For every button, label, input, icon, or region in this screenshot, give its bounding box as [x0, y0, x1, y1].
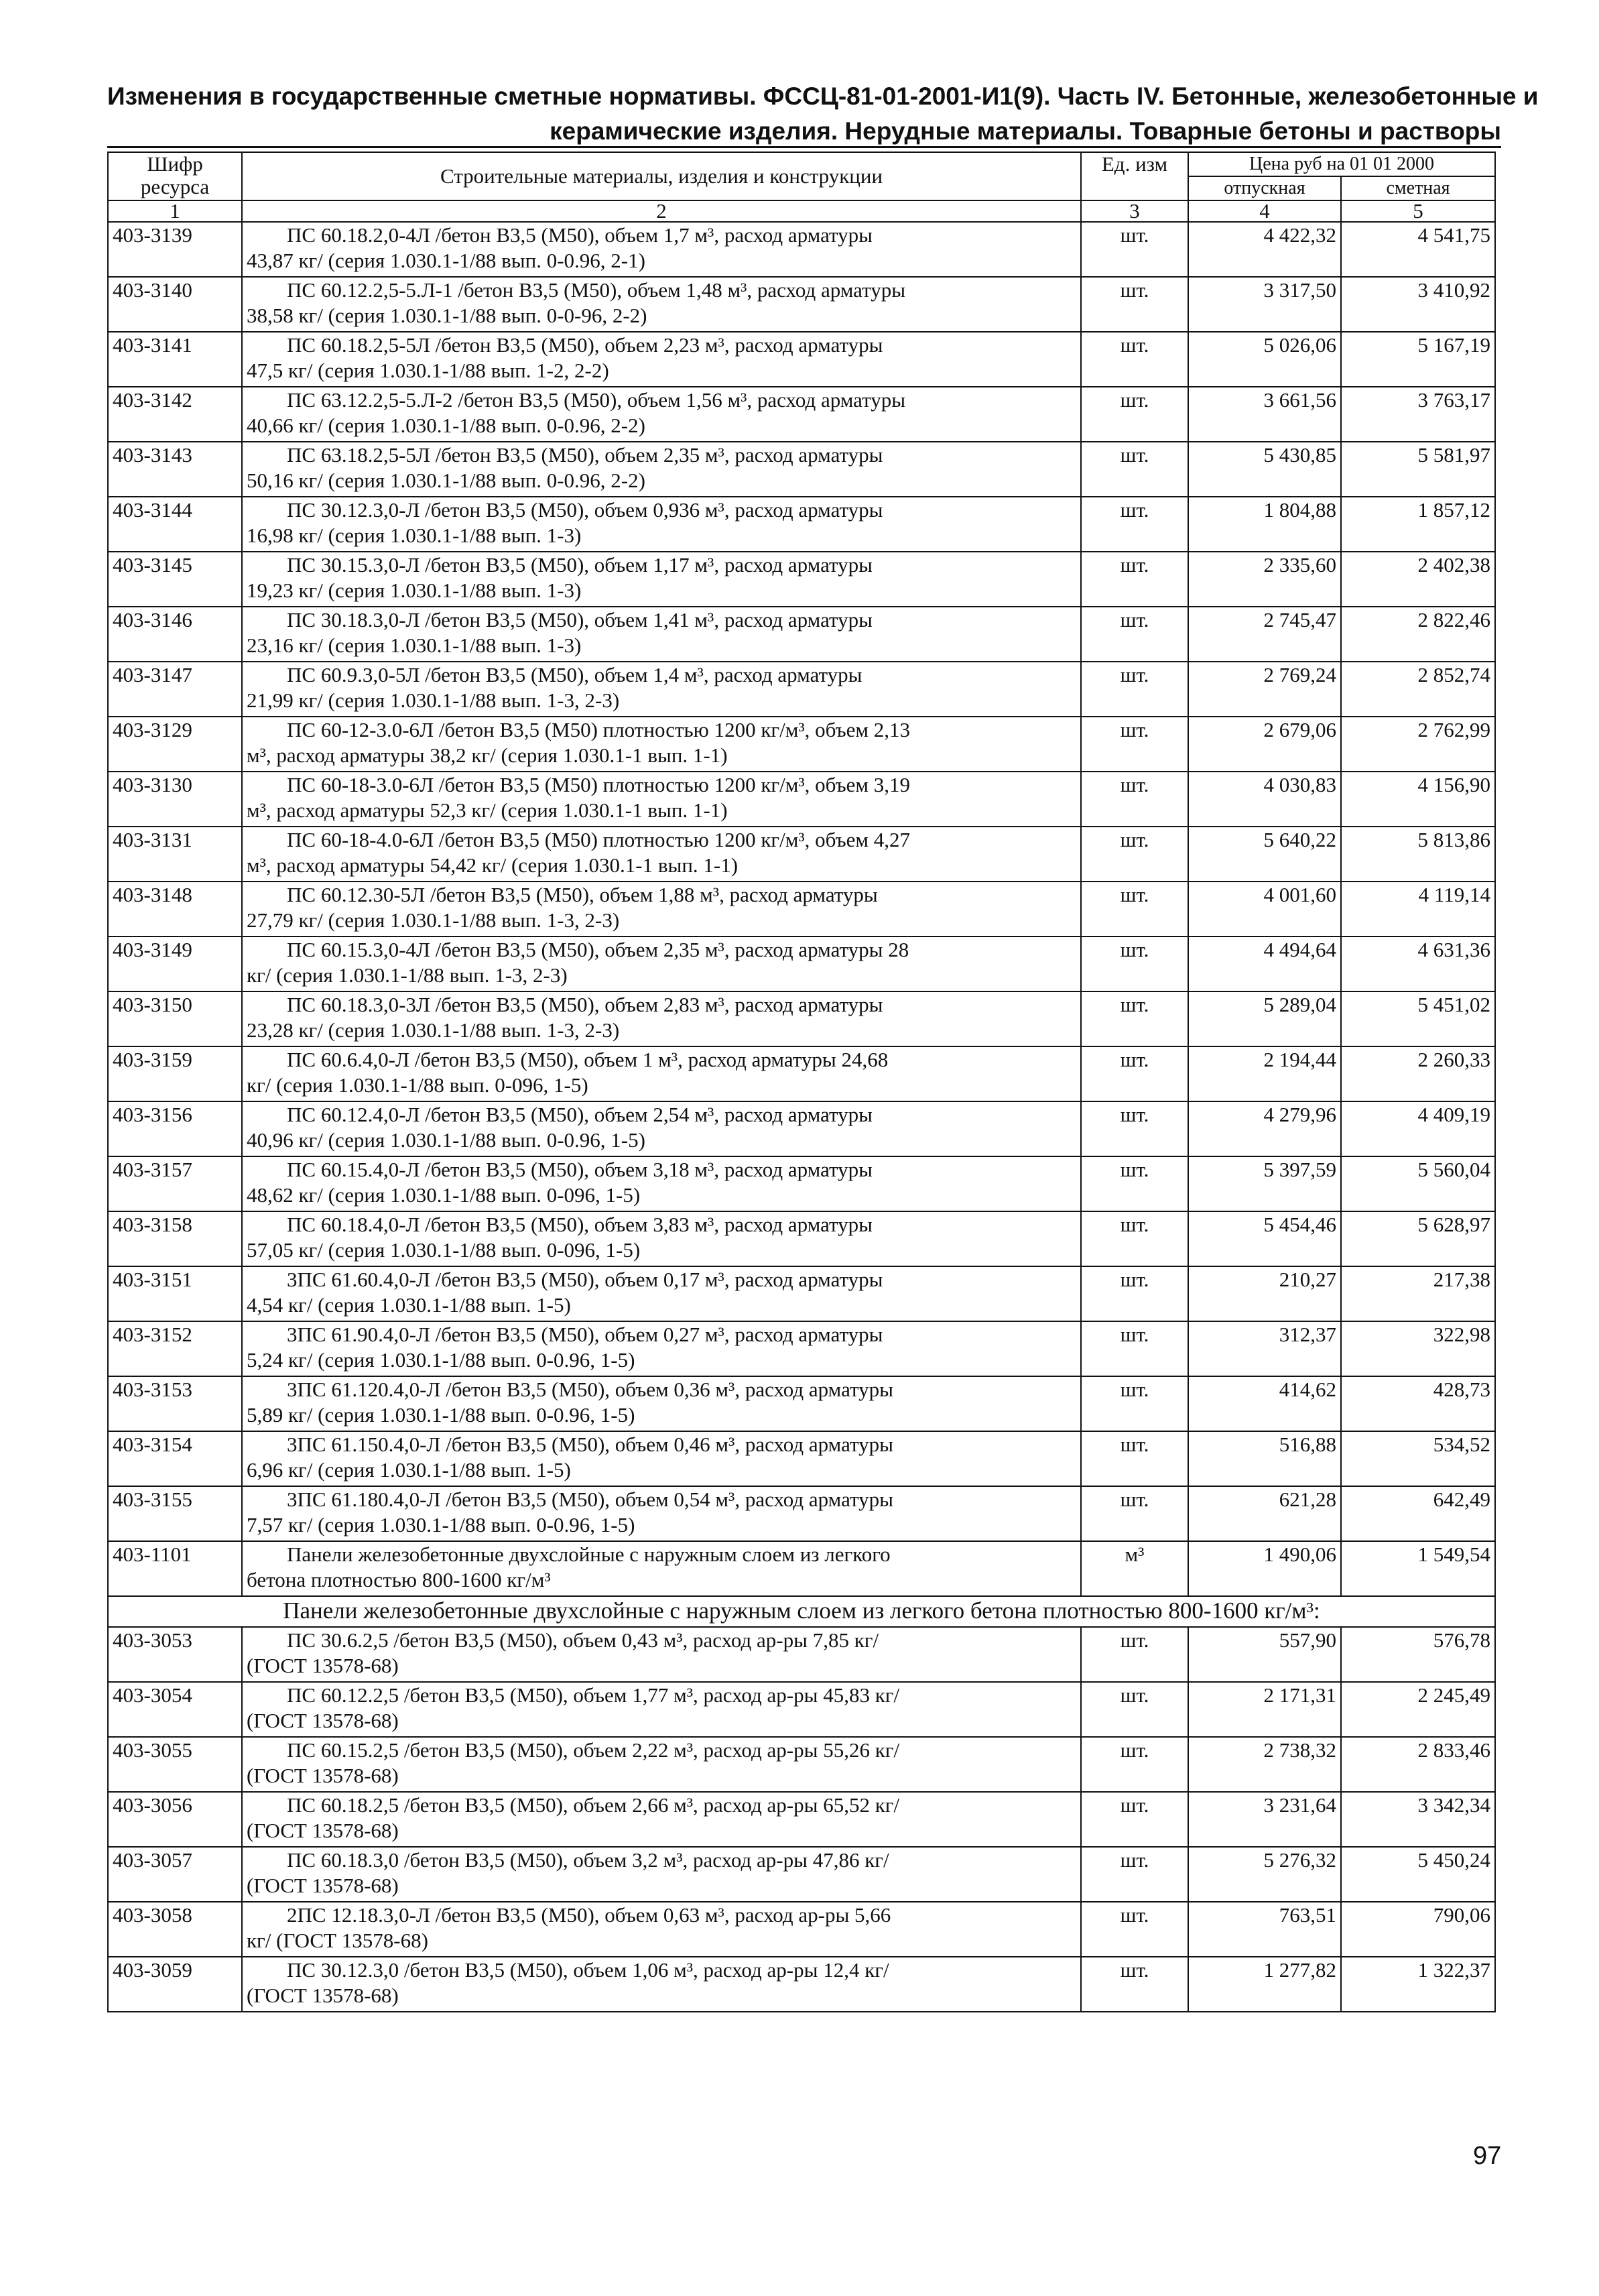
estimate-price: 217,38	[1341, 1266, 1495, 1321]
unit-of-measure: шт.	[1081, 332, 1188, 387]
table-row	[108, 552, 1495, 607]
resource-code: 403-3142	[108, 387, 242, 442]
resource-code: 403-3159	[108, 1046, 242, 1101]
unit-of-measure: шт.	[1081, 1321, 1188, 1376]
release-price: 2 335,60	[1188, 552, 1341, 607]
unit-of-measure: шт.	[1081, 1486, 1188, 1541]
table-row	[108, 1431, 1495, 1486]
release-price: 414,62	[1188, 1376, 1341, 1431]
resource-description	[242, 1321, 1081, 1376]
table-row	[108, 1682, 1495, 1737]
table-row	[108, 277, 1495, 332]
table-row	[108, 1101, 1495, 1156]
table-row	[108, 1902, 1495, 1957]
description-line-1: ПС 30.18.3,0-Л /бетон В3,5 (М50), объем 1,41 м³, расход арматуры	[287, 608, 873, 631]
resource-code: 403-3058	[108, 1902, 242, 1957]
estimate-price: 4 156,90	[1341, 772, 1495, 827]
description-line-1: ПС 63.12.2,5-5.Л-2 /бетон В3,5 (М50), объем 1,56 м³, расход арматуры	[287, 388, 906, 412]
description-line-1: ПС 60.12.2,5 /бетон В3,5 (М50), объем 1,77 м³, расход ар-ры 45,83 кг/	[287, 1683, 900, 1707]
description-line-2: 6,96 кг/ (серия 1.030.1-1/88 вып. 1-5)	[247, 1458, 571, 1482]
resource-code: 403-3149	[108, 936, 242, 991]
release-price: 312,37	[1188, 1321, 1341, 1376]
description-line-1: Панели железобетонные двухслойные с наружным слоем из легкого	[287, 1543, 891, 1566]
description-line-1: ПС 60.18.2,5 /бетон В3,5 (М50), объем 2,66 м³, расход ар-ры 65,52 кг/	[287, 1793, 900, 1817]
resource-description	[242, 1101, 1081, 1156]
resource-description	[242, 497, 1081, 552]
description-line-1: ПС 30.12.3,0-Л /бетон В3,5 (М50), объем 0,936 м³, расход арматуры	[287, 498, 883, 522]
resource-code: 403-3145	[108, 552, 242, 607]
resource-description	[242, 1211, 1081, 1266]
table-row	[108, 1266, 1495, 1321]
resource-code: 403-3147	[108, 662, 242, 717]
resource-description	[242, 936, 1081, 991]
resource-description	[242, 882, 1081, 936]
col-code-header: Шифр ресурса	[108, 152, 242, 200]
col-number: 5	[1341, 200, 1495, 222]
description-line-2: м³, расход арматуры 38,2 кг/ (серия 1.030.1-1 вып. 1-1)	[247, 743, 728, 767]
resource-code: 403-3144	[108, 497, 242, 552]
description-line-2: 7,57 кг/ (серия 1.030.1-1/88 вып. 0-0.96, 1-5)	[247, 1513, 635, 1536]
resource-description	[242, 1902, 1081, 1957]
header-rule	[107, 146, 1501, 148]
estimate-price: 642,49	[1341, 1486, 1495, 1541]
unit-of-measure: шт.	[1081, 1737, 1188, 1792]
resource-description	[242, 717, 1081, 772]
estimate-price: 5 450,24	[1341, 1847, 1495, 1902]
resource-description	[242, 1847, 1081, 1902]
table-row	[108, 332, 1495, 387]
header-line-2: керамические изделия. Нерудные материалы. Товарные бетоны и растворы	[550, 117, 1501, 145]
estimate-price: 4 119,14	[1341, 882, 1495, 936]
description-line-1: ПС 60.15.4,0-Л /бетон В3,5 (М50), объем 3,18 м³, расход арматуры	[287, 1158, 873, 1181]
resource-code: 403-3130	[108, 772, 242, 827]
estimate-price: 3 342,34	[1341, 1792, 1495, 1847]
table-row	[108, 1627, 1495, 1682]
estimate-price: 2 245,49	[1341, 1682, 1495, 1737]
col-price-group-header: Цена руб на 01 01 2000	[1188, 152, 1495, 176]
unit-of-measure: шт.	[1081, 1156, 1188, 1211]
estimate-price: 5 167,19	[1341, 332, 1495, 387]
column-number-row	[108, 200, 1495, 222]
unit-of-measure: шт.	[1081, 1957, 1188, 2012]
release-price: 5 430,85	[1188, 442, 1341, 497]
price-table	[107, 152, 1496, 2012]
resource-description	[242, 222, 1081, 277]
col-number: 2	[242, 200, 1081, 222]
release-price: 557,90	[1188, 1627, 1341, 1682]
unit-of-measure: шт.	[1081, 772, 1188, 827]
description-line-2: (ГОСТ 13578-68)	[247, 1874, 399, 1897]
description-line-1: ПС 30.6.2,5 /бетон В3,5 (М50), объем 0,43 м³, расход ар-ры 7,85 кг/	[287, 1628, 879, 1652]
col-price-estimate-header: сметная	[1341, 176, 1495, 200]
release-price: 4 494,64	[1188, 936, 1341, 991]
description-line-2: 19,23 кг/ (серия 1.030.1-1/88 вып. 1-3)	[247, 579, 582, 602]
resource-description	[242, 1156, 1081, 1211]
unit-of-measure: шт.	[1081, 1792, 1188, 1847]
release-price: 5 640,22	[1188, 827, 1341, 882]
resource-description	[242, 1541, 1081, 1596]
description-line-1: ПС 60.12.4,0-Л /бетон В3,5 (М50), объем 2,54 м³, расход арматуры	[287, 1103, 873, 1126]
estimate-price: 4 409,19	[1341, 1101, 1495, 1156]
description-line-1: ПС 60-18-4.0-6Л /бетон В3,5 (М50) плотностью 1200 кг/м³, объем 4,27	[287, 828, 911, 851]
description-line-1: ПС 30.15.3,0-Л /бетон В3,5 (М50), объем 1,17 м³, расход арматуры	[287, 553, 873, 577]
estimate-price: 2 260,33	[1341, 1046, 1495, 1101]
release-price: 516,88	[1188, 1431, 1341, 1486]
resource-description	[242, 1627, 1081, 1682]
resource-code: 403-3155	[108, 1486, 242, 1541]
col-number: 4	[1188, 200, 1341, 222]
description-line-2: бетона плотностью 800-1600 кг/м³	[247, 1568, 551, 1591]
description-line-2: 40,96 кг/ (серия 1.030.1-1/88 вып. 0-0.96, 1-5)	[247, 1128, 645, 1152]
release-price: 3 231,64	[1188, 1792, 1341, 1847]
estimate-price: 5 628,97	[1341, 1211, 1495, 1266]
unit-of-measure: шт.	[1081, 607, 1188, 662]
resource-code: 403-3146	[108, 607, 242, 662]
release-price: 4 030,83	[1188, 772, 1341, 827]
release-price: 4 422,32	[1188, 222, 1341, 277]
description-line-1: 2ПС 12.18.3,0-Л /бетон В3,5 (М50), объем 0,63 м³, расход ар-ры 5,66	[287, 1903, 891, 1927]
resource-description	[242, 442, 1081, 497]
col-number: 3	[1081, 200, 1188, 222]
unit-of-measure: шт.	[1081, 387, 1188, 442]
description-line-2: 21,99 кг/ (серия 1.030.1-1/88 вып. 1-3, 2-3)	[247, 688, 620, 712]
unit-of-measure: шт.	[1081, 1211, 1188, 1266]
description-line-2: (ГОСТ 13578-68)	[247, 1654, 399, 1677]
resource-description	[242, 772, 1081, 827]
unit-of-measure: шт.	[1081, 1431, 1188, 1486]
release-price: 210,27	[1188, 1266, 1341, 1321]
description-line-1: 3ПС 61.60.4,0-Л /бетон В3,5 (М50), объем 0,17 м³, расход арматуры	[287, 1268, 883, 1291]
release-price: 4 279,96	[1188, 1101, 1341, 1156]
release-price: 2 194,44	[1188, 1046, 1341, 1101]
resource-description	[242, 991, 1081, 1046]
resource-description	[242, 1737, 1081, 1792]
unit-of-measure: шт.	[1081, 1046, 1188, 1101]
table-row	[108, 1156, 1495, 1211]
unit-of-measure: шт.	[1081, 1101, 1188, 1156]
resource-code: 403-3156	[108, 1101, 242, 1156]
resource-description	[242, 1682, 1081, 1737]
header-line-1: Изменения в государственные сметные нормативы. ФССЦ-81-01-2001-И1(9). Часть IV. Бетонные, железобетонные и	[107, 82, 1539, 110]
resource-description	[242, 332, 1081, 387]
description-line-1: ПС 60.18.3,0 /бетон В3,5 (М50), объем 3,2 м³, расход ар-ры 47,86 кг/	[287, 1848, 889, 1872]
resource-code: 403-3152	[108, 1321, 242, 1376]
estimate-price: 1 322,37	[1341, 1957, 1495, 2012]
resource-code: 403-1101	[108, 1541, 242, 1596]
unit-of-measure: шт.	[1081, 827, 1188, 882]
release-price: 5 289,04	[1188, 991, 1341, 1046]
description-line-2: кг/ (серия 1.030.1-1/88 вып. 0-096, 1-5)	[247, 1073, 588, 1097]
table-row	[108, 497, 1495, 552]
unit-of-measure: шт.	[1081, 662, 1188, 717]
table-row	[108, 1321, 1495, 1376]
description-line-1: ПС 60.6.4,0-Л /бетон В3,5 (М50), объем 1 м³, расход арматуры 24,68	[287, 1048, 889, 1071]
description-line-2: 23,16 кг/ (серия 1.030.1-1/88 вып. 1-3)	[247, 633, 582, 657]
resource-code: 403-3154	[108, 1431, 242, 1486]
table-row	[108, 387, 1495, 442]
description-line-1: ПС 60.15.2,5 /бетон В3,5 (М50), объем 2,22 м³, расход ар-ры 55,26 кг/	[287, 1738, 900, 1762]
unit-of-measure: шт.	[1081, 552, 1188, 607]
table-row	[108, 662, 1495, 717]
estimate-price: 4 541,75	[1341, 222, 1495, 277]
table-row	[108, 772, 1495, 827]
table-row	[108, 1957, 1495, 2012]
resource-description	[242, 827, 1081, 882]
table-row	[108, 1046, 1495, 1101]
unit-of-measure: шт.	[1081, 1847, 1188, 1902]
release-price: 1 277,82	[1188, 1957, 1341, 2012]
description-line-1: ПС 30.12.3,0 /бетон В3,5 (М50), объем 1,06 м³, расход ар-ры 12,4 кг/	[287, 1958, 889, 1982]
table-row	[108, 1792, 1495, 1847]
table-body	[108, 200, 1495, 2012]
table-row	[108, 1486, 1495, 1541]
release-price: 2 679,06	[1188, 717, 1341, 772]
description-line-1: ПС 60.12.2,5-5.Л-1 /бетон В3,5 (М50), объем 1,48 м³, расход арматуры	[287, 278, 906, 302]
estimate-price: 322,98	[1341, 1321, 1495, 1376]
estimate-price: 2 762,99	[1341, 717, 1495, 772]
unit-of-measure: шт.	[1081, 1902, 1188, 1957]
table-head	[108, 152, 1495, 200]
release-price: 763,51	[1188, 1902, 1341, 1957]
description-line-2: 40,66 кг/ (серия 1.030.1-1/88 вып. 0-0.96, 2-2)	[247, 414, 645, 437]
unit-of-measure: м³	[1081, 1541, 1188, 1596]
col-price-release-header: отпускная	[1188, 176, 1341, 200]
description-line-2: 43,87 кг/ (серия 1.030.1-1/88 вып. 0-0.96, 2-1)	[247, 249, 645, 272]
estimate-price: 1 857,12	[1341, 497, 1495, 552]
estimate-price: 5 560,04	[1341, 1156, 1495, 1211]
estimate-price: 3 410,92	[1341, 277, 1495, 332]
table-row	[108, 1541, 1495, 1596]
estimate-price: 2 822,46	[1341, 607, 1495, 662]
resource-code: 403-3153	[108, 1376, 242, 1431]
description-line-1: 3ПС 61.150.4,0-Л /бетон В3,5 (М50), объем 0,46 м³, расход арматуры	[287, 1433, 894, 1456]
description-line-1: ПС 60.15.3,0-4Л /бетон В3,5 (М50), объем 2,35 м³, расход арматуры 28	[287, 938, 909, 961]
description-line-2: 48,62 кг/ (серия 1.030.1-1/88 вып. 0-096, 1-5)	[247, 1183, 641, 1207]
description-line-2: 47,5 кг/ (серия 1.030.1-1/88 вып. 1-2, 2-2)	[247, 359, 609, 382]
release-price: 2 769,24	[1188, 662, 1341, 717]
description-line-2: 57,05 кг/ (серия 1.030.1-1/88 вып. 0-096, 1-5)	[247, 1238, 641, 1262]
col-unit-header: Ед. изм	[1081, 152, 1188, 200]
col-desc-header: Строительные материалы, изделия и конструкции	[242, 152, 1081, 200]
description-line-1: ПС 60-18-3.0-6Л /бетон В3,5 (М50) плотностью 1200 кг/м³, объем 3,19	[287, 773, 911, 796]
section-row	[108, 1596, 1495, 1627]
description-line-1: ПС 60.9.3,0-5Л /бетон В3,5 (М50), объем 1,4 м³, расход арматуры	[287, 663, 862, 686]
resource-description	[242, 1431, 1081, 1486]
resource-code: 403-3129	[108, 717, 242, 772]
description-line-1: ПС 60.18.4,0-Л /бетон В3,5 (М50), объем 3,83 м³, расход арматуры	[287, 1213, 873, 1236]
resource-code: 403-3057	[108, 1847, 242, 1902]
document-header	[107, 79, 1539, 149]
unit-of-measure: шт.	[1081, 1266, 1188, 1321]
description-line-2: 50,16 кг/ (серия 1.030.1-1/88 вып. 0-0.96, 2-2)	[247, 469, 645, 492]
description-line-2: (ГОСТ 13578-68)	[247, 1819, 399, 1842]
table-row	[108, 882, 1495, 936]
unit-of-measure: шт.	[1081, 717, 1188, 772]
resource-code: 403-3151	[108, 1266, 242, 1321]
table-row	[108, 1847, 1495, 1902]
estimate-price: 2 833,46	[1341, 1737, 1495, 1792]
description-line-2: 16,98 кг/ (серия 1.030.1-1/88 вып. 1-3)	[247, 524, 582, 547]
unit-of-measure: шт.	[1081, 277, 1188, 332]
resource-code: 403-3141	[108, 332, 242, 387]
description-line-2: 5,89 кг/ (серия 1.030.1-1/88 вып. 0-0.96, 1-5)	[247, 1403, 635, 1427]
release-price: 4 001,60	[1188, 882, 1341, 936]
resource-description	[242, 1957, 1081, 2012]
table-row	[108, 607, 1495, 662]
resource-code: 403-3158	[108, 1211, 242, 1266]
resource-code: 403-3140	[108, 277, 242, 332]
description-line-2: м³, расход арматуры 54,42 кг/ (серия 1.030.1-1 вып. 1-1)	[247, 853, 739, 877]
release-price: 3 661,56	[1188, 387, 1341, 442]
estimate-price: 3 763,17	[1341, 387, 1495, 442]
resource-code: 403-3053	[108, 1627, 242, 1682]
release-price: 5 026,06	[1188, 332, 1341, 387]
description-line-2: кг/ (ГОСТ 13578-68)	[247, 1929, 428, 1952]
section-title: Панели железобетонные двухслойные с наружным слоем из легкого бетона плотностью 800-1600 кг/м³:	[108, 1596, 1495, 1627]
description-line-2: (ГОСТ 13578-68)	[247, 1984, 399, 2007]
table-row	[108, 442, 1495, 497]
resource-description	[242, 277, 1081, 332]
release-price: 1 804,88	[1188, 497, 1341, 552]
resource-code: 403-3059	[108, 1957, 242, 2012]
description-line-1: ПС 60.18.2,5-5Л /бетон В3,5 (М50), объем 2,23 м³, расход арматуры	[287, 333, 883, 357]
estimate-price: 428,73	[1341, 1376, 1495, 1431]
description-line-1: ПС 60.18.3,0-3Л /бетон В3,5 (М50), объем 2,83 м³, расход арматуры	[287, 993, 883, 1016]
description-line-2: 23,28 кг/ (серия 1.030.1-1/88 вып. 1-3, 2-3)	[247, 1018, 620, 1042]
estimate-price: 576,78	[1341, 1627, 1495, 1682]
description-line-2: 5,24 кг/ (серия 1.030.1-1/88 вып. 0-0.96, 1-5)	[247, 1348, 635, 1372]
estimate-price: 534,52	[1341, 1431, 1495, 1486]
resource-description	[242, 1266, 1081, 1321]
release-price: 1 490,06	[1188, 1541, 1341, 1596]
estimate-price: 1 549,54	[1341, 1541, 1495, 1596]
release-price: 2 738,32	[1188, 1737, 1341, 1792]
unit-of-measure: шт.	[1081, 1627, 1188, 1682]
description-line-1: 3ПС 61.180.4,0-Л /бетон В3,5 (М50), объем 0,54 м³, расход арматуры	[287, 1488, 894, 1511]
description-line-2: (ГОСТ 13578-68)	[247, 1709, 399, 1732]
unit-of-measure: шт.	[1081, 497, 1188, 552]
table-row	[108, 1211, 1495, 1266]
description-line-1: 3ПС 61.120.4,0-Л /бетон В3,5 (М50), объем 0,36 м³, расход арматуры	[287, 1378, 894, 1401]
estimate-price: 5 581,97	[1341, 442, 1495, 497]
release-price: 5 397,59	[1188, 1156, 1341, 1211]
release-price: 2 745,47	[1188, 607, 1341, 662]
description-line-2: кг/ (серия 1.030.1-1/88 вып. 1-3, 2-3)	[247, 963, 568, 987]
table-row	[108, 717, 1495, 772]
page-number: 97	[1473, 2142, 1502, 2170]
resource-code: 403-3056	[108, 1792, 242, 1847]
resource-description	[242, 1046, 1081, 1101]
table-row	[108, 222, 1495, 277]
resource-code: 403-3139	[108, 222, 242, 277]
resource-description	[242, 662, 1081, 717]
resource-code: 403-3131	[108, 827, 242, 882]
release-price: 5 454,46	[1188, 1211, 1341, 1266]
estimate-price: 4 631,36	[1341, 936, 1495, 991]
description-line-1: ПС 63.18.2,5-5Л /бетон В3,5 (М50), объем 2,35 м³, расход арматуры	[287, 443, 883, 467]
resource-description	[242, 1376, 1081, 1431]
table-row	[108, 827, 1495, 882]
estimate-price: 5 451,02	[1341, 991, 1495, 1046]
resource-code: 403-3150	[108, 991, 242, 1046]
estimate-price: 790,06	[1341, 1902, 1495, 1957]
resource-code: 403-3054	[108, 1682, 242, 1737]
description-line-2: (ГОСТ 13578-68)	[247, 1764, 399, 1787]
table-row	[108, 936, 1495, 991]
resource-code: 403-3148	[108, 882, 242, 936]
resource-description	[242, 387, 1081, 442]
unit-of-measure: шт.	[1081, 222, 1188, 277]
release-price: 2 171,31	[1188, 1682, 1341, 1737]
description-line-2: 4,54 кг/ (серия 1.030.1-1/88 вып. 1-5)	[247, 1293, 571, 1317]
description-line-1: ПС 60-12-3.0-6Л /бетон В3,5 (М50) плотностью 1200 кг/м³, объем 2,13	[287, 718, 911, 741]
estimate-price: 2 402,38	[1341, 552, 1495, 607]
table-row	[108, 1376, 1495, 1431]
estimate-price: 5 813,86	[1341, 827, 1495, 882]
description-line-2: 38,58 кг/ (серия 1.030.1-1/88 вып. 0-0-96, 2-2)	[247, 304, 647, 327]
description-line-1: 3ПС 61.90.4,0-Л /бетон В3,5 (М50), объем 0,27 м³, расход арматуры	[287, 1323, 883, 1346]
release-price: 621,28	[1188, 1486, 1341, 1541]
resource-code: 403-3157	[108, 1156, 242, 1211]
description-line-1: ПС 60.12.30-5Л /бетон В3,5 (М50), объем 1,88 м³, расход арматуры	[287, 883, 878, 906]
resource-description	[242, 607, 1081, 662]
unit-of-measure: шт.	[1081, 442, 1188, 497]
release-price: 3 317,50	[1188, 277, 1341, 332]
description-line-1: ПС 60.18.2,0-4Л /бетон В3,5 (М50), объем 1,7 м³, расход арматуры	[287, 223, 873, 247]
unit-of-measure: шт.	[1081, 1682, 1188, 1737]
resource-code: 403-3143	[108, 442, 242, 497]
unit-of-measure: шт.	[1081, 991, 1188, 1046]
table-row	[108, 1737, 1495, 1792]
estimate-price: 2 852,74	[1341, 662, 1495, 717]
description-line-2: 27,79 кг/ (серия 1.030.1-1/88 вып. 1-3, 2-3)	[247, 908, 620, 932]
resource-description	[242, 1792, 1081, 1847]
col-number: 1	[108, 200, 242, 222]
unit-of-measure: шт.	[1081, 936, 1188, 991]
table-row	[108, 991, 1495, 1046]
resource-code: 403-3055	[108, 1737, 242, 1792]
resource-description	[242, 552, 1081, 607]
description-line-2: м³, расход арматуры 52,3 кг/ (серия 1.030.1-1 вып. 1-1)	[247, 798, 728, 822]
release-price: 5 276,32	[1188, 1847, 1341, 1902]
unit-of-measure: шт.	[1081, 1376, 1188, 1431]
resource-description	[242, 1486, 1081, 1541]
unit-of-measure: шт.	[1081, 882, 1188, 936]
